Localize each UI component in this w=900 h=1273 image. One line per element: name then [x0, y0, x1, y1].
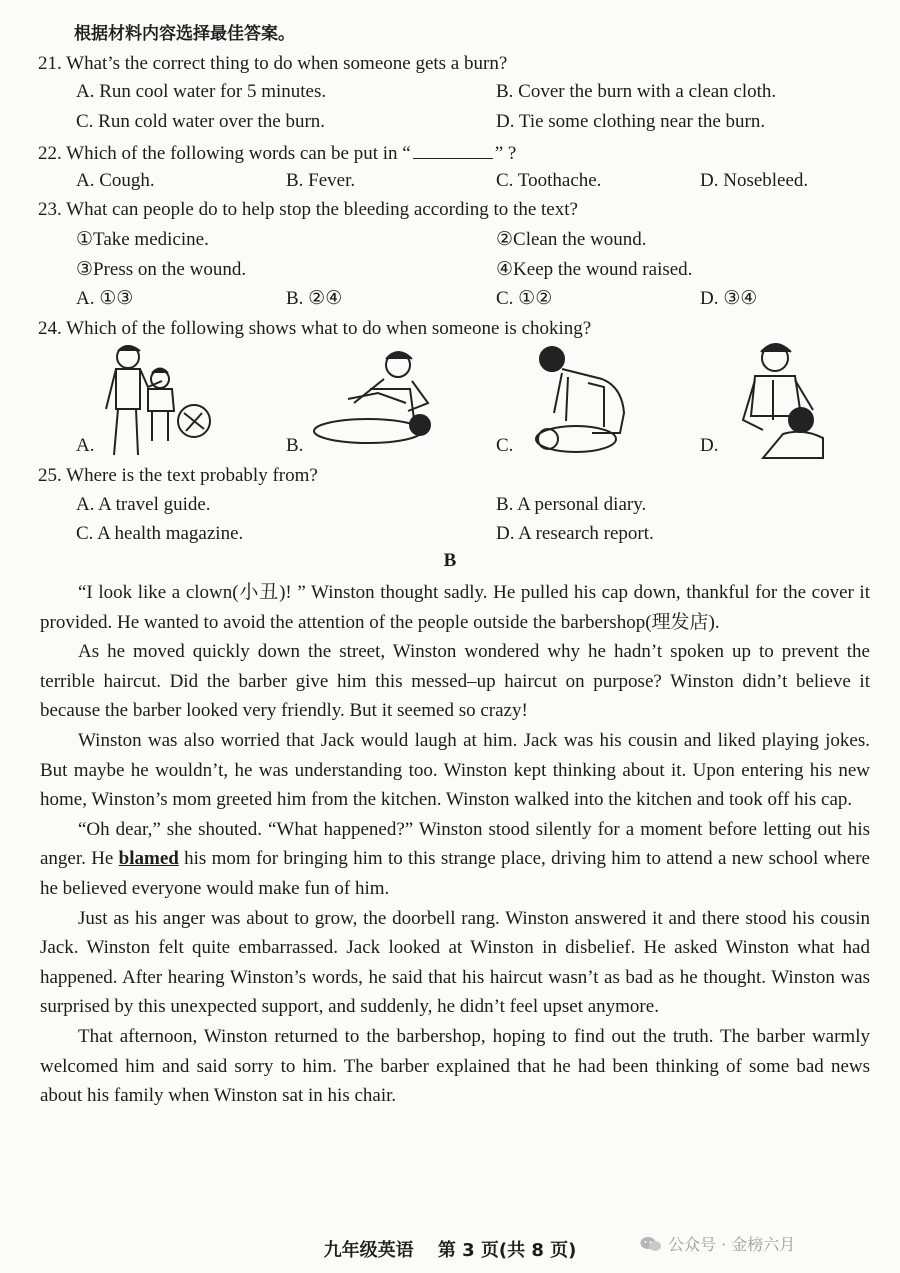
question-25-stem: 25. Where is the text probably from? [38, 465, 318, 486]
q22-option-a: A. Cough. [76, 170, 155, 191]
q25-option-a: A. A travel guide. [76, 494, 211, 515]
q23-statement-4: ④Keep the wound raised. [496, 259, 693, 280]
section-b-heading: B [443, 550, 457, 571]
q23-statement-3: ③Press on the wound. [76, 259, 247, 280]
q22-option-d: D. Nosebleed. [700, 170, 809, 191]
q24-option-c: C. [496, 435, 514, 456]
q24-option-a: A. [76, 435, 95, 456]
q25-option-c: C. A health magazine. [76, 523, 244, 544]
passage-paragraph-1: “I look like a clown(小丑)! ” Winston thought sadly. He pulled his cap down, thankful for the cover it provided. He wanted to avoid the attention of the people outside the barbershop(理发店). [40, 582, 870, 633]
q22-stem-after: ” ? [494, 143, 517, 164]
passage-paragraph-3: Winston was also worried that Jack would laugh at him. Jack was his cousin and liked playing jokes. But maybe he wouldn’t, he was understanding too. Winston kept thinking about it. Upon entering his new home, Winston’s mom greeted him from the kitchen. Winston walked into the kitchen and took off his cap. [40, 729, 870, 811]
question-24-stem: 24. Which of the following shows what to do when someone is choking? [38, 318, 592, 339]
q21-option-d: D. Tie some clothing near the burn. [496, 111, 766, 132]
passage-paragraph-5: Just as his anger was about to grow, the doorbell rang. Winston answered it and there stood his cousin Jack. Winston felt quite embarrassed. Jack looked at Winston in disbelief. He asked Winston what had happened. After hearing Winston’s words, he said that his haircut wasn’t as bad as he thought. Winston was surprised by this unexpected support, and suddenly, he didn’t feel upset anymore. [40, 907, 870, 1018]
q23-statement-2: ②Clean the wound. [496, 229, 647, 250]
q23-option-b: B. ②④ [286, 288, 343, 309]
passage-paragraph-4 [40, 815, 870, 904]
q23-option-a: A. ①③ [76, 288, 134, 309]
q21-option-a: A. Run cool water for 5 minutes. [76, 81, 327, 102]
question-23-stem: 23. What can people do to help stop the bleeding according to the text? [38, 199, 578, 220]
q24-picture-c [528, 343, 638, 461]
p4-text-before: “Oh dear,” she shouted. “What happened?” Winston stood silently for a moment before letting out his anger. He [40, 818, 870, 870]
passage-b [40, 578, 870, 1111]
q24-option-d: D. [700, 435, 719, 456]
q24-picture-d [733, 340, 833, 464]
q21-option-c: C. Run cold water over the burn. [76, 111, 326, 132]
watermark-text: 公众号 · 金榜六月 [668, 1235, 796, 1254]
q25-option-d: D. A research report. [496, 523, 654, 544]
watermark [640, 1232, 795, 1255]
q23-option-c: C. ①② [496, 288, 553, 309]
q23-statement-1: ①Take medicine. [76, 229, 209, 250]
q22-option-b: B. Fever. [286, 170, 356, 191]
q22-option-c: C. Toothache. [496, 170, 602, 191]
question-22-stem [38, 140, 516, 166]
q24-picture-b [308, 345, 443, 455]
q24-option-b: B. [286, 435, 304, 456]
q22-stem-before: 22. Which of the following words can be put in “ [38, 143, 411, 164]
passage-paragraph-6: That afternoon, Winston returned to the barbershop, hoping to find out the truth. The barber warmly welcomed him and said sorry to him. The barber explained that he had been thinking of some bad news about his family when Winston sat in his chair. [40, 1025, 870, 1107]
underlined-word-blamed: blamed [118, 848, 179, 870]
q24-picture-a [96, 343, 216, 461]
question-21-stem: 21. What’s the correct thing to do when someone gets a burn? [38, 53, 508, 74]
instruction: 根据材料内容选择最佳答案。 [74, 24, 295, 44]
p4-text-after: his mom for bringing him to this strange place, driving him to attend a new school where he believed everyone would make fun of him. [40, 848, 870, 899]
page-footer: 九年级英语 第 3 页(共 8 页) [323, 1240, 577, 1261]
q21-option-b: B. Cover the burn with a clean cloth. [496, 81, 777, 102]
wechat-icon [640, 1235, 662, 1253]
answer-blank [413, 140, 493, 159]
q25-option-b: B. A personal diary. [496, 494, 647, 515]
passage-paragraph-2: As he moved quickly down the street, Winston wondered why he hadn’t spoken up to prevent the terrible haircut. Did the barber give him this messed–up haircut on purpose? Winston didn’t believe it because the barber looked very friendly. But it seemed so crazy! [40, 641, 870, 722]
q23-option-d: D. ③④ [700, 288, 758, 309]
